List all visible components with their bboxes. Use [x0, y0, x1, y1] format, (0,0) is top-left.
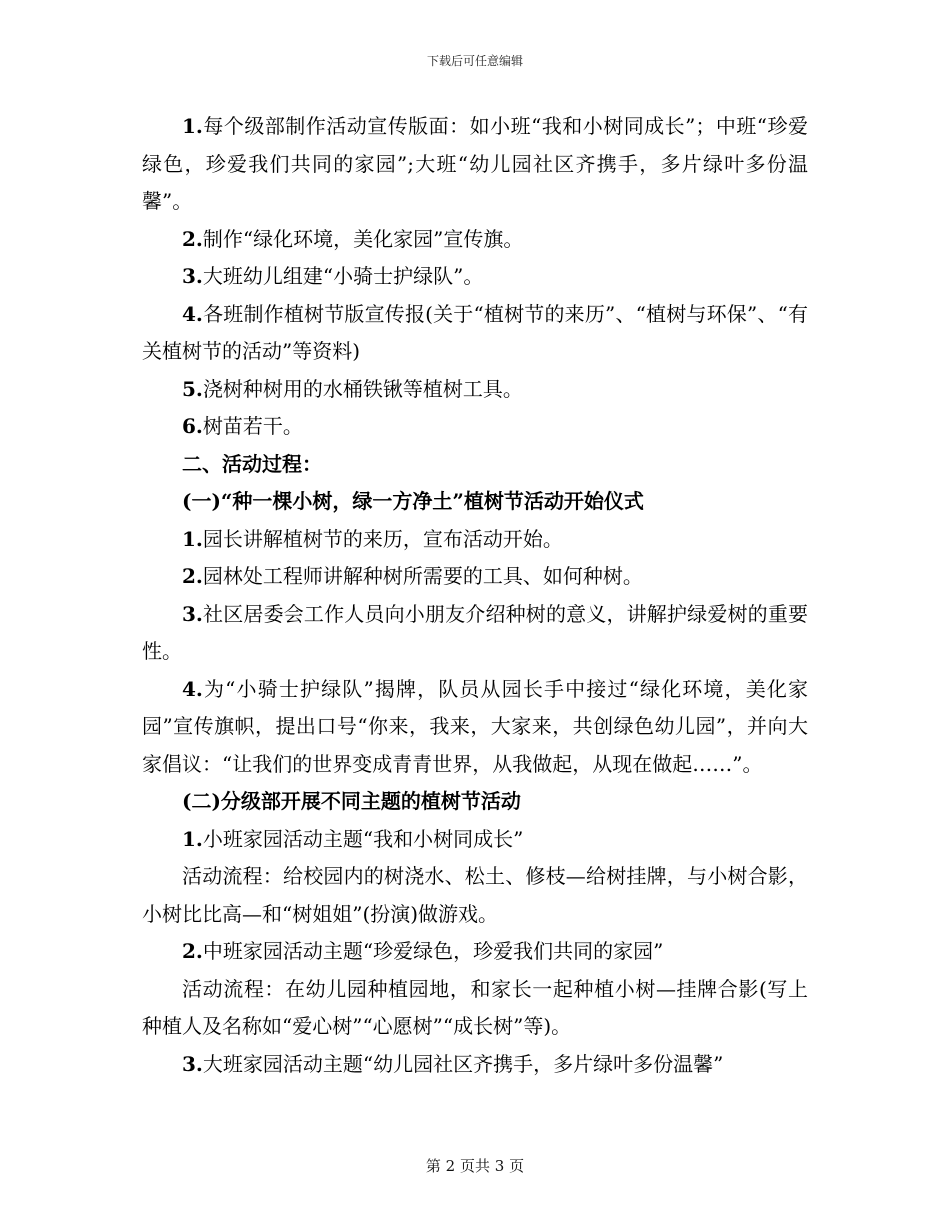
- item-text: 园林处工程师讲解种树所需要的工具、如何种树。: [202, 564, 643, 588]
- subsection-heading-1: [142, 483, 808, 521]
- item-text: 小班家园活动主题“我和小树同成长”: [202, 826, 524, 851]
- paragraph-theme-middle-class: [142, 933, 808, 971]
- item-text: 活动流程：给校园内的树浇水、松土、修枝—给树挂牌，与小树合影，小树比比高—和“树姐姐”(扮演)做游戏。: [142, 864, 808, 926]
- section-heading-text: 二、活动过程：: [182, 451, 322, 476]
- document-body: [142, 108, 808, 1083]
- paragraph-item-5: [142, 371, 808, 409]
- paragraph-step-3: [142, 596, 808, 671]
- paragraph-step-2: [142, 558, 808, 596]
- paragraph-item-3: [142, 258, 808, 296]
- item-number: 4.: [182, 301, 203, 326]
- item-text: 每个级部制作活动宣传版面：如小班“我和小树同成长”；中班“珍爱绿色，珍爱我们共同的家园”;大班“幼儿园社区齐携手，多片绿叶多份温馨”。: [142, 114, 808, 213]
- item-number: 2.: [182, 564, 203, 588]
- item-number: 3.: [182, 1051, 203, 1076]
- paragraph-theme-small-class: [142, 821, 808, 859]
- item-number: 1.: [182, 826, 203, 851]
- item-number: 1.: [182, 526, 203, 551]
- item-text: 社区居委会工作人员向小朋友介绍种树的意义，讲解护绿爱树的重要性。: [142, 601, 808, 663]
- paragraph-flow-middle-class: [142, 971, 808, 1046]
- item-text: 制作“绿化环境，美化家园”宣传旗。: [202, 226, 524, 251]
- item-text: 园长讲解植树节的来历，宣布活动开始。: [202, 526, 563, 551]
- item-number: 2.: [182, 939, 203, 963]
- item-number: 2.: [182, 226, 203, 251]
- paragraph-item-6: [142, 408, 808, 446]
- item-text: 中班家园活动主题“珍爱绿色，珍爱我们共同的家园”: [202, 939, 664, 963]
- paragraph-flow-small-class: [142, 858, 808, 933]
- subsection-heading-2: [142, 783, 808, 821]
- paragraph-item-4: [142, 296, 808, 371]
- item-text: 大班幼儿组建“小骑士护绿队”。: [202, 264, 484, 288]
- item-text: 活动流程：在幼儿园种植园地，和家长一起种植小树—挂牌合影(写上种植人及名称如“爱心树”“心愿树”“成长树”等)。: [142, 976, 808, 1038]
- paragraph-item-1: [142, 108, 808, 221]
- paragraph-theme-big-class: [142, 1046, 808, 1084]
- subsection-heading-text: (二)分级部开展不同主题的植树节活动: [182, 789, 521, 813]
- item-number: 6.: [182, 414, 203, 438]
- subsection-heading-text: (一)“种一棵小树，绿一方净土”植树节活动开始仪式: [182, 489, 644, 513]
- item-number: 4.: [182, 676, 203, 701]
- paragraph-step-1: [142, 521, 808, 559]
- page-footer-number: 第 2 页共 3 页: [425, 1157, 525, 1175]
- item-text: 各班制作植树节版宣传报(关于“植树节的来历”、“植树与环保”、“有关植树节的活动”等资料): [142, 301, 808, 363]
- item-number: 3.: [182, 264, 203, 288]
- item-number: 3.: [182, 601, 203, 626]
- paragraph-item-2: [142, 221, 808, 259]
- section-heading: [142, 446, 808, 484]
- item-text: 大班家园活动主题“幼儿园社区齐携手，多片绿叶多份温馨”: [202, 1051, 724, 1076]
- item-number: 5.: [182, 376, 203, 401]
- item-number: 1.: [182, 114, 203, 138]
- item-text: 为“小骑士护绿队”揭牌，队员从园长手中接过“绿化环境，美化家园”宣传旗帜，提出口号“你来，我来，大家来，共创绿色幼儿园”，并向大家倡议：“让我们的世界变成青青世界，从我做起，从现在做起……”。: [142, 676, 808, 776]
- item-text: 浇树种树用的水桶铁锹等植树工具。: [202, 376, 523, 401]
- item-text: 树苗若干。: [202, 414, 303, 438]
- page-header-note: 下载后可任意编辑: [426, 54, 523, 68]
- paragraph-step-4: [142, 671, 808, 784]
